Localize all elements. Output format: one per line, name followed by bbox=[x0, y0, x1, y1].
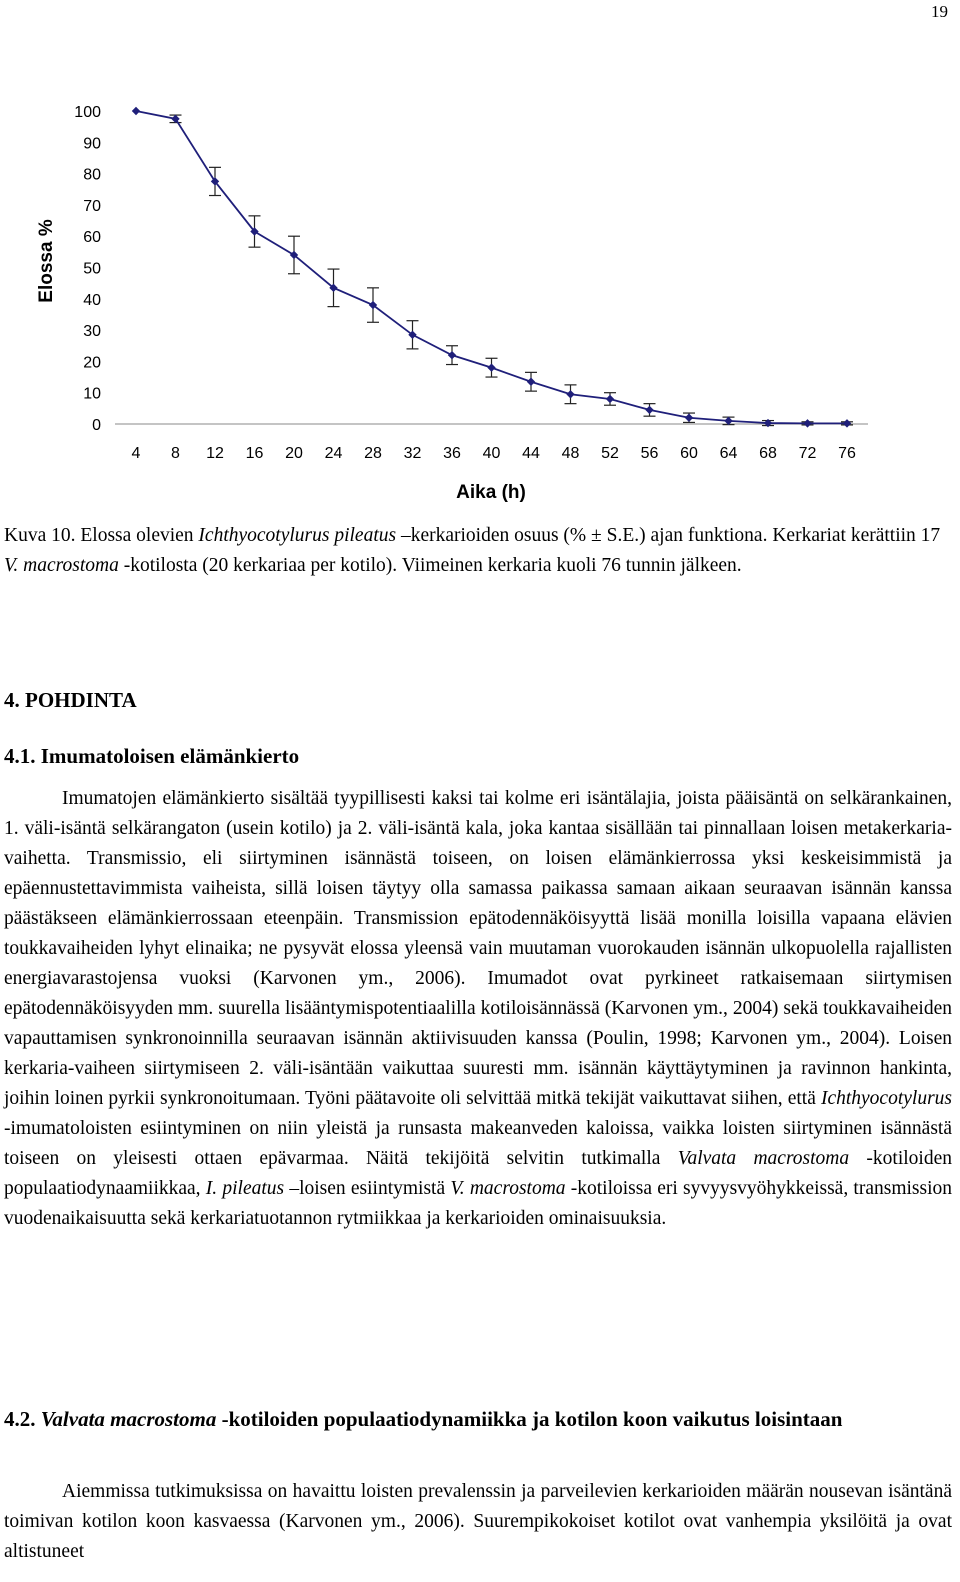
x-tick-label: 64 bbox=[719, 445, 738, 462]
x-tick-label: 40 bbox=[482, 445, 501, 462]
x-tick-label: 72 bbox=[798, 445, 817, 462]
paragraph-1 bbox=[4, 784, 952, 1234]
caption-host: V. macrostoma bbox=[4, 555, 119, 576]
figure-caption bbox=[4, 521, 952, 581]
x-tick-label: 60 bbox=[680, 445, 698, 462]
y-tick-label: 70 bbox=[83, 197, 101, 215]
x-tick-label: 32 bbox=[403, 445, 422, 462]
y-tick-label: 90 bbox=[83, 135, 101, 153]
data-point bbox=[645, 406, 653, 414]
p1-italic-3: I. pileatus bbox=[205, 1178, 285, 1199]
x-tick-label: 48 bbox=[561, 445, 580, 462]
x-axis-ticks bbox=[132, 445, 856, 462]
p1-italic-4: V. macrostoma bbox=[450, 1178, 566, 1199]
section-heading: 4. POHDINTA bbox=[4, 688, 137, 712]
x-tick-label: 8 bbox=[171, 445, 180, 462]
x-tick-label: 56 bbox=[640, 445, 659, 462]
p1-text-5: -kotiloissa eri syvyysvyöhykkeissä, transmission vuodenaikaisuutta sekä kerkariatuotannon rytmiikkaa ja kerkarioiden ominaisuuksia. bbox=[4, 1178, 953, 1229]
sub2-rest: -kotiloiden populaatiodynamiikka ja kotilon koon vaikutus loisintaan bbox=[216, 1407, 843, 1431]
data-point bbox=[843, 419, 851, 427]
x-tick-label: 4 bbox=[131, 445, 141, 462]
data-point bbox=[448, 351, 456, 359]
caption-text-3: -kotilosta (20 kerkariaa per kotilo). Viimeinen kerkaria kuoli 76 tunnin jälkeen. bbox=[118, 555, 742, 576]
subsection-heading-2 bbox=[4, 1404, 952, 1434]
x-tick-label: 76 bbox=[838, 445, 856, 462]
y-tick-label: 20 bbox=[83, 354, 101, 372]
p1-italic-2: Valvata macrostoma bbox=[677, 1148, 850, 1169]
page-number: 19 bbox=[931, 2, 948, 21]
x-tick-label: 68 bbox=[759, 445, 777, 462]
paragraph-2 bbox=[4, 1477, 952, 1567]
x-tick-label: 52 bbox=[601, 445, 619, 462]
y-tick-label: 60 bbox=[83, 229, 101, 247]
y-tick-label: 40 bbox=[83, 291, 101, 309]
y-tick-label: 50 bbox=[83, 260, 101, 278]
x-tick-label: 36 bbox=[443, 445, 461, 462]
subsection-heading-1: 4.1. Imumatoloisen elämänkierto bbox=[4, 744, 300, 768]
data-point bbox=[527, 378, 535, 386]
x-tick-label: 16 bbox=[245, 445, 264, 462]
y-tick-label: 80 bbox=[83, 166, 101, 184]
p1-italic-1: Ichthyocotylurus bbox=[820, 1088, 952, 1109]
data-point bbox=[566, 390, 574, 398]
sub2-italic: Valvata macrostoma bbox=[40, 1407, 217, 1431]
error-bars bbox=[170, 115, 854, 425]
data-points bbox=[132, 107, 851, 428]
data-point bbox=[132, 107, 140, 115]
caption-text-2: –kerkarioiden osuus (% ± S.E.) ajan funktiona. Kerkariat kerättiin 17 bbox=[396, 525, 941, 546]
p2-text: Aiemmissa tutkimuksissa on havaittu loisten prevalenssin ja parveilevien kerkarioiden määrän nousevan isäntänä toimivan kotilon koon kasvaessa (Karvonen ym., 2006). Suurempikokoiset kotilot ovat vanhempia yksilöitä ja ovat altistuneet bbox=[4, 1481, 952, 1562]
p1-text-3: -kotiloiden populaatiodynaamiikkaa, bbox=[4, 1148, 953, 1199]
y-tick-label: 100 bbox=[74, 104, 101, 121]
y-tick-label: 30 bbox=[83, 323, 101, 341]
data-point bbox=[685, 414, 693, 422]
x-tick-label: 12 bbox=[206, 445, 224, 462]
p1-text-2: -imumatoloisten esiintyminen on niin yleistä ja runsasta makeanveden kaloissa, vaikka loisten siirtyminen isännästä toiseen on yleisesti ottaen epävarmaa. Näitä tekijöitä selvitin tutkimalla bbox=[4, 1118, 952, 1169]
caption-text-1: Kuva 10. Elossa olevien bbox=[4, 525, 199, 546]
data-point bbox=[606, 395, 614, 403]
data-point bbox=[803, 419, 811, 427]
data-point bbox=[171, 115, 179, 123]
survival-chart bbox=[0, 85, 960, 515]
caption-species: Ichthyocotylurus pileatus bbox=[198, 525, 397, 546]
sub2-num: 4.2. bbox=[4, 1407, 41, 1431]
p1-text-1: Imumatojen elämänkierto sisältää tyypillisesti kaksi tai kolme eri isäntälajia, joista pääisäntä on selkärankainen, 1. väli-isäntä selkärangaton (usein kotilo) ja 2. väli-isäntä kala, joka kantaa sisällään tai pinnallaan loisen metakerkaria-vaihetta. Transmissio, eli siirtyminen isännästä toiseen, on loisen elämänkierrossa yksi keskeisimmistä ja epäennustettavimmista vaiheista, sillä loisen täytyy olla samassa paikassa samaan aikaan seuraavan isännän kanssa päästäkseen elämänkierrossaan eteenpäin. Transmission epätodennäköisyyttä lisää monilla loisilla vapaana elävien toukkavaiheiden lyhyt elinaika; ne pysyvät elossa yleensä vain muutaman vuorokauden isännän ulkopuolella rajallisten energiavarastojensa vuoksi (Karvonen ym., 2006). Imumadot ovat pyrkineet ratkaisemaan siirtymisen epätodennäköisyyden mm. suurella lisääntymispotentiaalilla kotiloisännässä (Karvonen ym., 2004) sekä toukkavaiheiden vapauttamisen synkronoinnilla seuraavan isännän aktiivisuuden kanssa (Poulin, 1998; Karvonen ym., 2004). Loisen kerkaria-vaiheen siirtymiseen 2. väli-isäntään vaikuttaa suuresti mm. isännän käyttäytyminen ja ravinnon hankinta, joihin loinen pyrkii synkronoitumaan. Työni päätavoite oli selvittää mitkä tekijät vaikuttavat siihen, että bbox=[4, 788, 952, 1109]
y-axis-ticks bbox=[74, 104, 101, 434]
x-axis-label: Aika (h) bbox=[456, 482, 526, 503]
y-tick-label: 10 bbox=[83, 385, 101, 403]
p1-text-4: –loisen esiintymistä bbox=[284, 1178, 451, 1199]
y-axis-label: Elossa % bbox=[36, 219, 57, 303]
y-tick-label: 0 bbox=[92, 417, 101, 434]
data-point bbox=[487, 363, 495, 371]
x-tick-label: 44 bbox=[522, 445, 540, 462]
x-tick-label: 20 bbox=[285, 445, 303, 462]
x-tick-label: 28 bbox=[364, 445, 382, 462]
x-tick-label: 24 bbox=[324, 445, 343, 462]
